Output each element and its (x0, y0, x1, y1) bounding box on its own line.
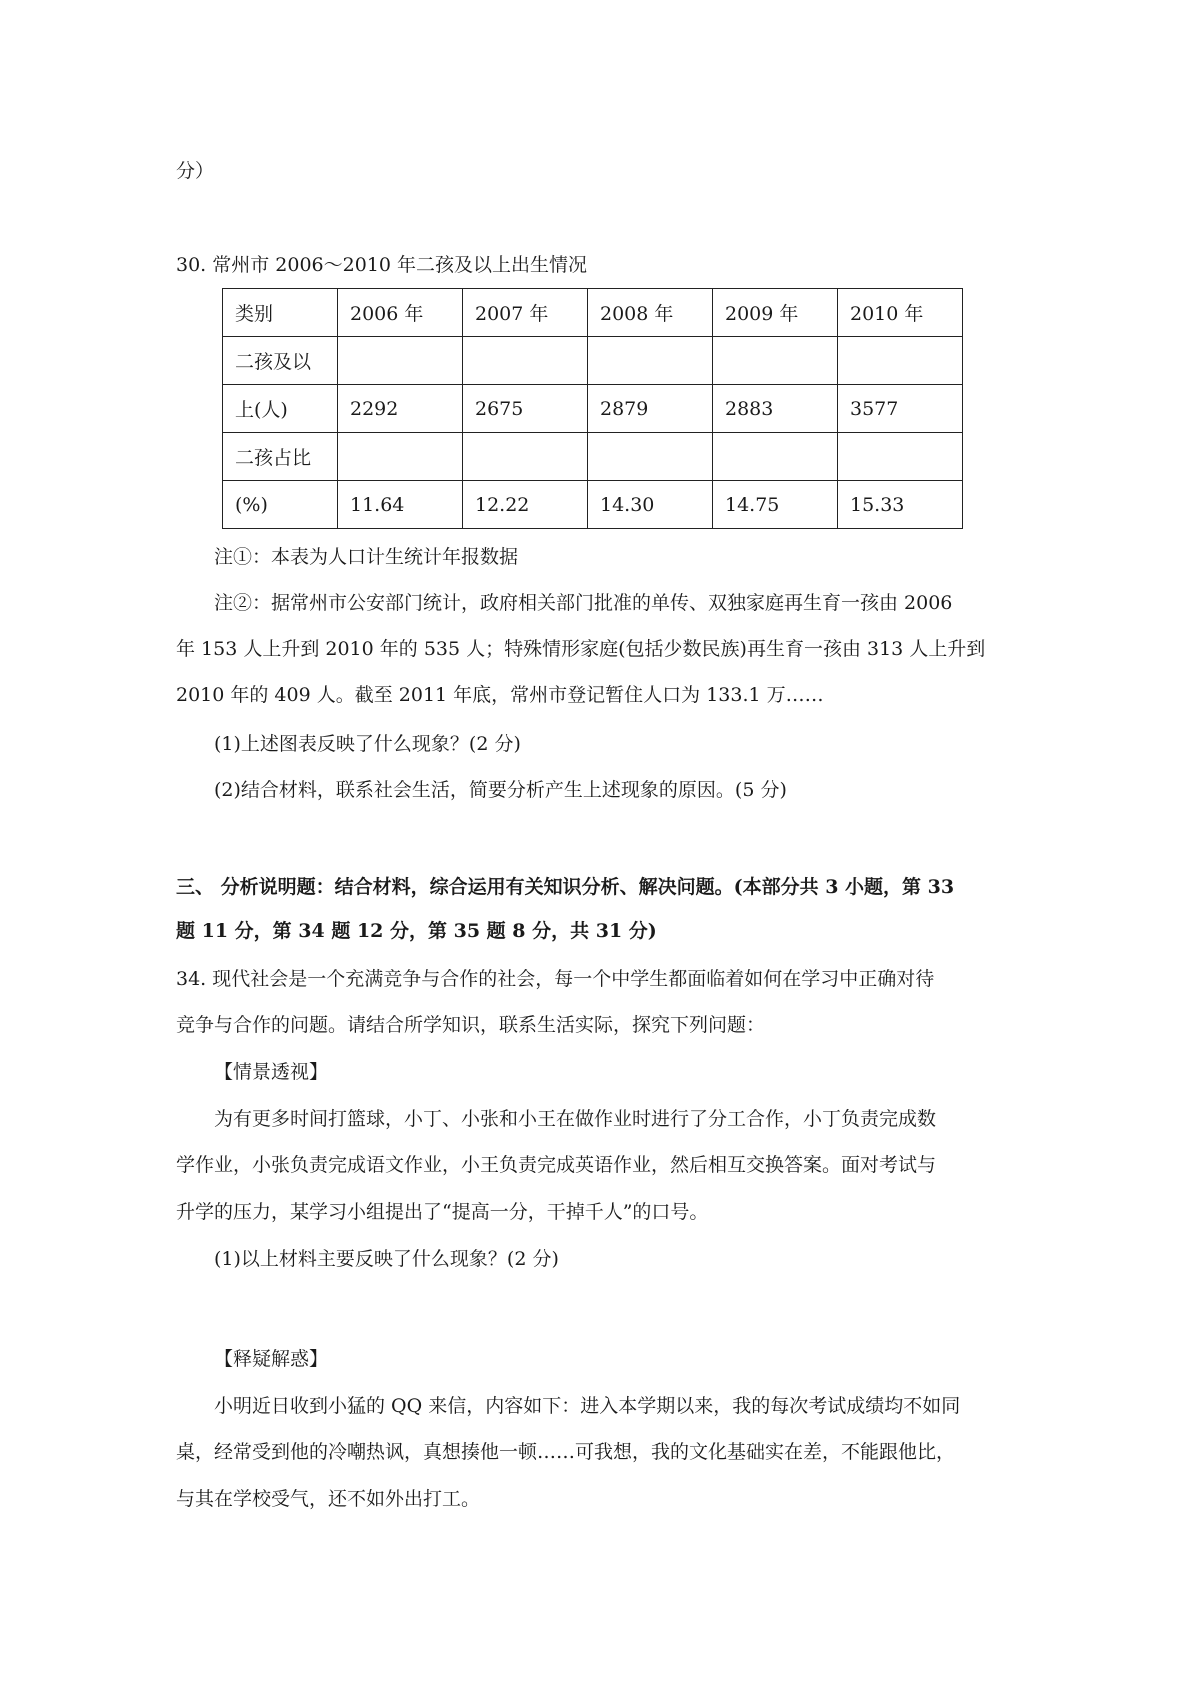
table-cell: 2883 (713, 385, 838, 433)
question-30-sub-1: (1)上述图表反映了什么现象？(2 分) (214, 733, 521, 755)
scene-heading: 【情景透视】 (214, 1061, 329, 1083)
table-cell: 2879 (588, 385, 713, 433)
table-cell (838, 337, 963, 385)
table-cell (588, 433, 713, 481)
table-cell (338, 433, 463, 481)
table-cell: 二孩及以 (223, 337, 338, 385)
doubt-text-line: 桌，经常受到他的冷嘲热讽，真想揍他一顿……可我想，我的文化基础实在差，不能跟他比， (176, 1441, 956, 1463)
question-34-intro-line: 34. 现代社会是一个充满竞争与合作的社会，每一个中学生都面临着如何在学习中正确对待 (176, 968, 935, 990)
table-cell: 2675 (463, 385, 588, 433)
section-3-heading: 三、 分析说明题：结合材料，综合运用有关知识分析、解决问题。(本部分共 3 小题，第 33 (176, 876, 955, 898)
table-cell: 上(人) (223, 385, 338, 433)
table-row (223, 433, 963, 481)
section-3-heading-cont: 题 11 分，第 34 题 12 分，第 35 题 8 分，共 31 分) (176, 920, 657, 942)
doubt-text-line: 小明近日收到小猛的 QQ 来信，内容如下：进入本学期以来，我的每次考试成绩均不如同 (214, 1395, 961, 1417)
table-cell: 2292 (338, 385, 463, 433)
table-row (223, 337, 963, 385)
table-header-cell: 2010 年 (838, 289, 963, 337)
table-cell (838, 433, 963, 481)
table-header-cell: 2006 年 (338, 289, 463, 337)
table-cell (713, 433, 838, 481)
table-header-cell: 2008 年 (588, 289, 713, 337)
table-header-cell: 类别 (223, 289, 338, 337)
table-note-2-line: 年 153 人上升到 2010 年的 535 人；特殊情形家庭(包括少数民族)再生育一孩由 313 人上升到 (176, 638, 986, 660)
table-cell (713, 337, 838, 385)
table-cell: 14.30 (588, 481, 713, 529)
table-cell: 3577 (838, 385, 963, 433)
table-cell: 二孩占比 (223, 433, 338, 481)
question-34-sub-1: (1)以上材料主要反映了什么现象？(2 分) (214, 1248, 559, 1270)
birth-statistics-table (222, 288, 963, 529)
doubt-text-line: 与其在学校受气，还不如外出打工。 (176, 1488, 481, 1510)
scene-text-line: 学作业，小张负责完成语文作业，小王负责完成英语作业，然后相互交换答案。面对考试与 (176, 1154, 937, 1176)
table-cell (463, 337, 588, 385)
table-cell (463, 433, 588, 481)
table-note-2-line: 2010 年的 409 人。截至 2011 年底，常州市登记暂住人口为 133.1 万…… (176, 684, 824, 706)
question-30-sub-2: (2)结合材料，联系社会生活，简要分析产生上述现象的原因。(5 分) (214, 779, 787, 801)
table-cell: 12.22 (463, 481, 588, 529)
question-34-intro-line: 竞争与合作的问题。请结合所学知识，联系生活实际，探究下列问题： (176, 1014, 766, 1036)
question-30-title: 30. 常州市 2006～2010 年二孩及以上出生情况 (176, 254, 588, 276)
table-header-cell: 2009 年 (713, 289, 838, 337)
table-cell: 15.33 (838, 481, 963, 529)
table-cell: (%) (223, 481, 338, 529)
scene-text-line: 升学的压力，某学习小组提出了“提高一分，干掉千人”的口号。 (176, 1201, 709, 1223)
table-row (223, 385, 963, 433)
scene-text-line: 为有更多时间打篮球，小丁、小张和小王在做作业时进行了分工合作，小丁负责完成数 (214, 1108, 937, 1130)
table-cell (338, 337, 463, 385)
page-fragment-text: 分） (176, 160, 215, 182)
table-cell: 14.75 (713, 481, 838, 529)
table-row (223, 481, 963, 529)
table-note-1: 注①：本表为人口计生统计年报数据 (214, 546, 519, 568)
doubt-heading: 【释疑解惑】 (214, 1348, 329, 1370)
table-cell (588, 337, 713, 385)
table-header-cell: 2007 年 (463, 289, 588, 337)
table-note-2-line: 注②：据常州市公安部门统计，政府相关部门批准的单传、双独家庭再生育一孩由 2006 (214, 592, 953, 614)
table-cell: 11.64 (338, 481, 463, 529)
table-header-row (223, 289, 963, 337)
